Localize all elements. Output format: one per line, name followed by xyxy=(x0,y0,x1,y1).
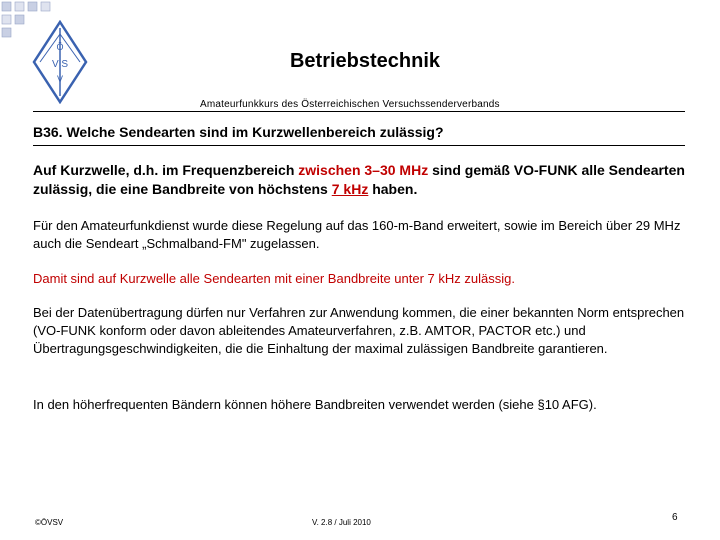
question-heading: B36. Welche Sendearten sind im Kurzwellenbereich zulässig? xyxy=(33,124,444,140)
page-title: Betriebstechnik xyxy=(289,50,441,72)
page-number: 6 xyxy=(672,512,678,523)
answer-text xyxy=(33,161,693,199)
svg-text:Ö: Ö xyxy=(56,42,64,52)
answer-part2: sind gemäß VO-FUNK alle Sendearten zulässig, die eine Bandbreite von höchstens xyxy=(33,162,685,197)
svg-text:V S: V S xyxy=(51,59,69,70)
frequency-range-highlight: zwischen 3–30 MHz xyxy=(298,162,429,178)
header-divider xyxy=(33,111,685,112)
page-subtitle: Amateurfunkkurs des Österreichischen Versuchssenderverbands xyxy=(200,99,500,110)
bandwidth-highlight: 7 kHz xyxy=(331,181,369,197)
paragraph-higher-bands: In den höherfrequenten Bändern können höhere Bandbreiten verwendet werden (siehe §10 AFG). xyxy=(33,397,597,412)
paragraph-extension: Für den Amateurfunkdienst wurde diese Regelung auf das 160-m-Band erweitert, sowie im Bereich über 29 MHz auch die Sendeart „Schmalband-FM" zugelassen. xyxy=(33,218,681,251)
answer-part3: haben. xyxy=(368,181,418,197)
question-divider xyxy=(33,145,685,146)
svg-text:V: V xyxy=(56,74,64,84)
footer-version: V. 2.8 / Juli 2010 xyxy=(312,518,371,527)
answer-part1: Auf Kurzwelle, d.h. im Frequenzbereich xyxy=(33,162,299,178)
footer-copyright: ©ÖVSV xyxy=(35,518,64,527)
paragraph-data-transfer: Bei der Datenübertragung dürfen nur Verfahren zur Anwendung kommen, die einer bekannten Norm entsprechen (VO-FUNK konform oder davon ableitendes Amateurverfahren, z.B. AMTOR, PACTOR etc.) und Übertragungsgeschwindigkeiten, die die Einhaltung der maximal zulässigen Bandbreite garantieren. xyxy=(33,305,685,356)
paragraph-conclusion: Damit sind auf Kurzwelle alle Sendearten mit einer Bandbreite unter 7 kHz zulässig. xyxy=(33,271,515,286)
